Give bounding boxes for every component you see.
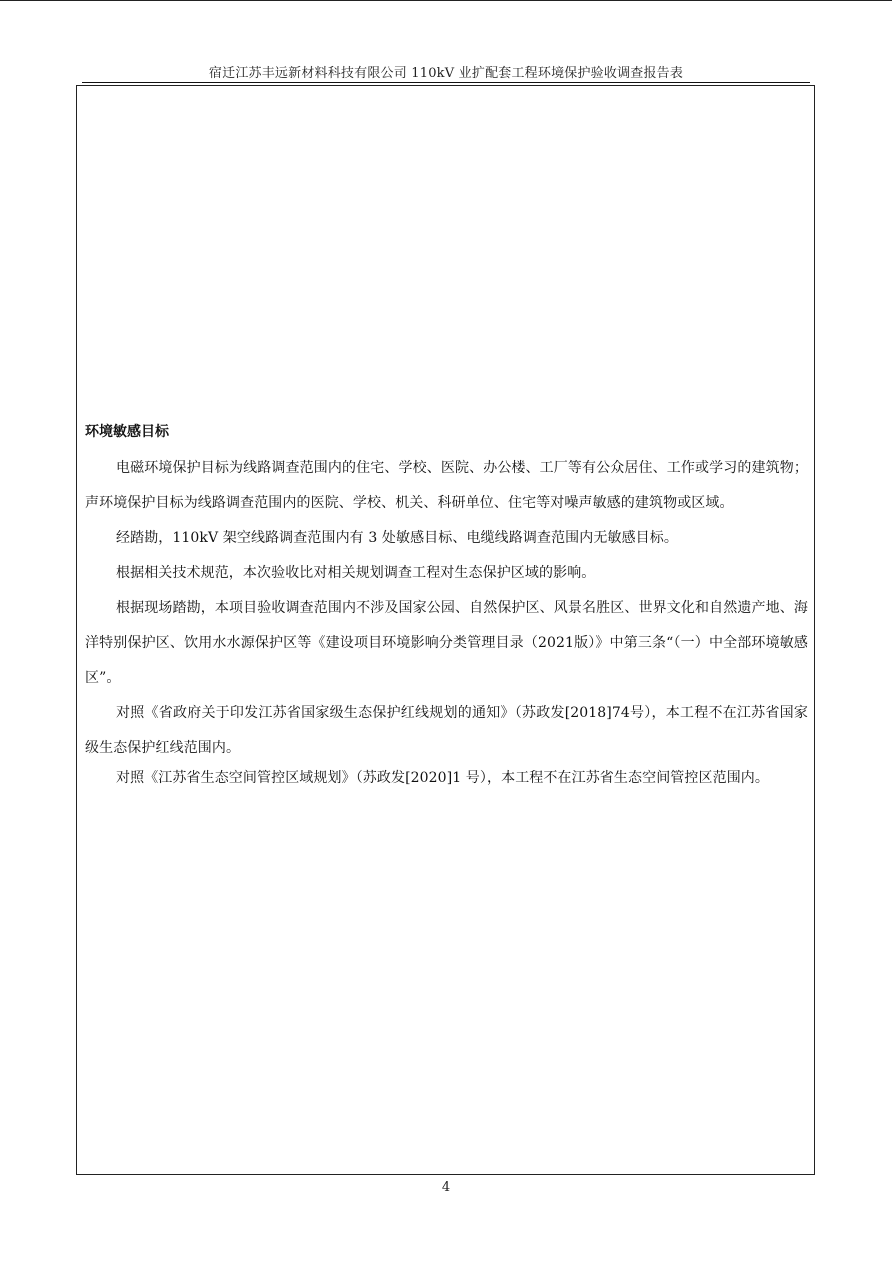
paragraph-sensitive-areas: 根据现场踏勘，本项目验收调查范围内不涉及国家公园、自然保护区、风景名胜区、世界文化和自然遗产地、海洋特别保护区、饮用水水源保护区等《建设项目环境影响分类管理目录（2021版）》中第三条“（一）中全部环境敏感区”。 [85, 600, 808, 686]
document-header-title: 宿迁江苏丰远新材料科技有限公司 110kV 业扩配套工程环境保护验收调查报告表 [208, 66, 684, 81]
paragraph-site-survey-result: 经踏勘，110kV 架空线路调查范围内有 3 处敏感目标、电缆线路调查范围内无敏感目标。 [116, 530, 678, 546]
page-top-edge [0, 0, 892, 1]
section-title: 环境敏感目标 [85, 424, 169, 440]
header-divider [82, 82, 810, 83]
paragraph-protection-targets: 电磁环境保护目标为线路调查范围内的住宅、学校、医院、办公楼、工厂等有公众居住、工作或学习的建筑物；声环境保护目标为线路调查范围内的医院、学校、机关、科研单位、住宅等对噪声敏感的建筑物或区域。 [85, 460, 808, 511]
paragraph-red-line-plan: 对照《省政府关于印发江苏省国家级生态保护红线规划的通知》（苏政发[2018]74号），本工程不在江苏省国家级生态保护红线范围内。 [85, 705, 808, 756]
paragraph-technical-standard: 根据相关技术规范，本次验收比对相关规划调查工程对生态保护区域的影响。 [116, 565, 596, 581]
section-environment-sensitive-targets [85, 419, 808, 790]
paragraph-ecological-space-plan: 对照《江苏省生态空间管控区域规划》（苏政发[2020]1 号），本工程不在江苏省生态空间管控区范围内。 [116, 770, 770, 786]
page-number: 4 [441, 1180, 451, 1195]
